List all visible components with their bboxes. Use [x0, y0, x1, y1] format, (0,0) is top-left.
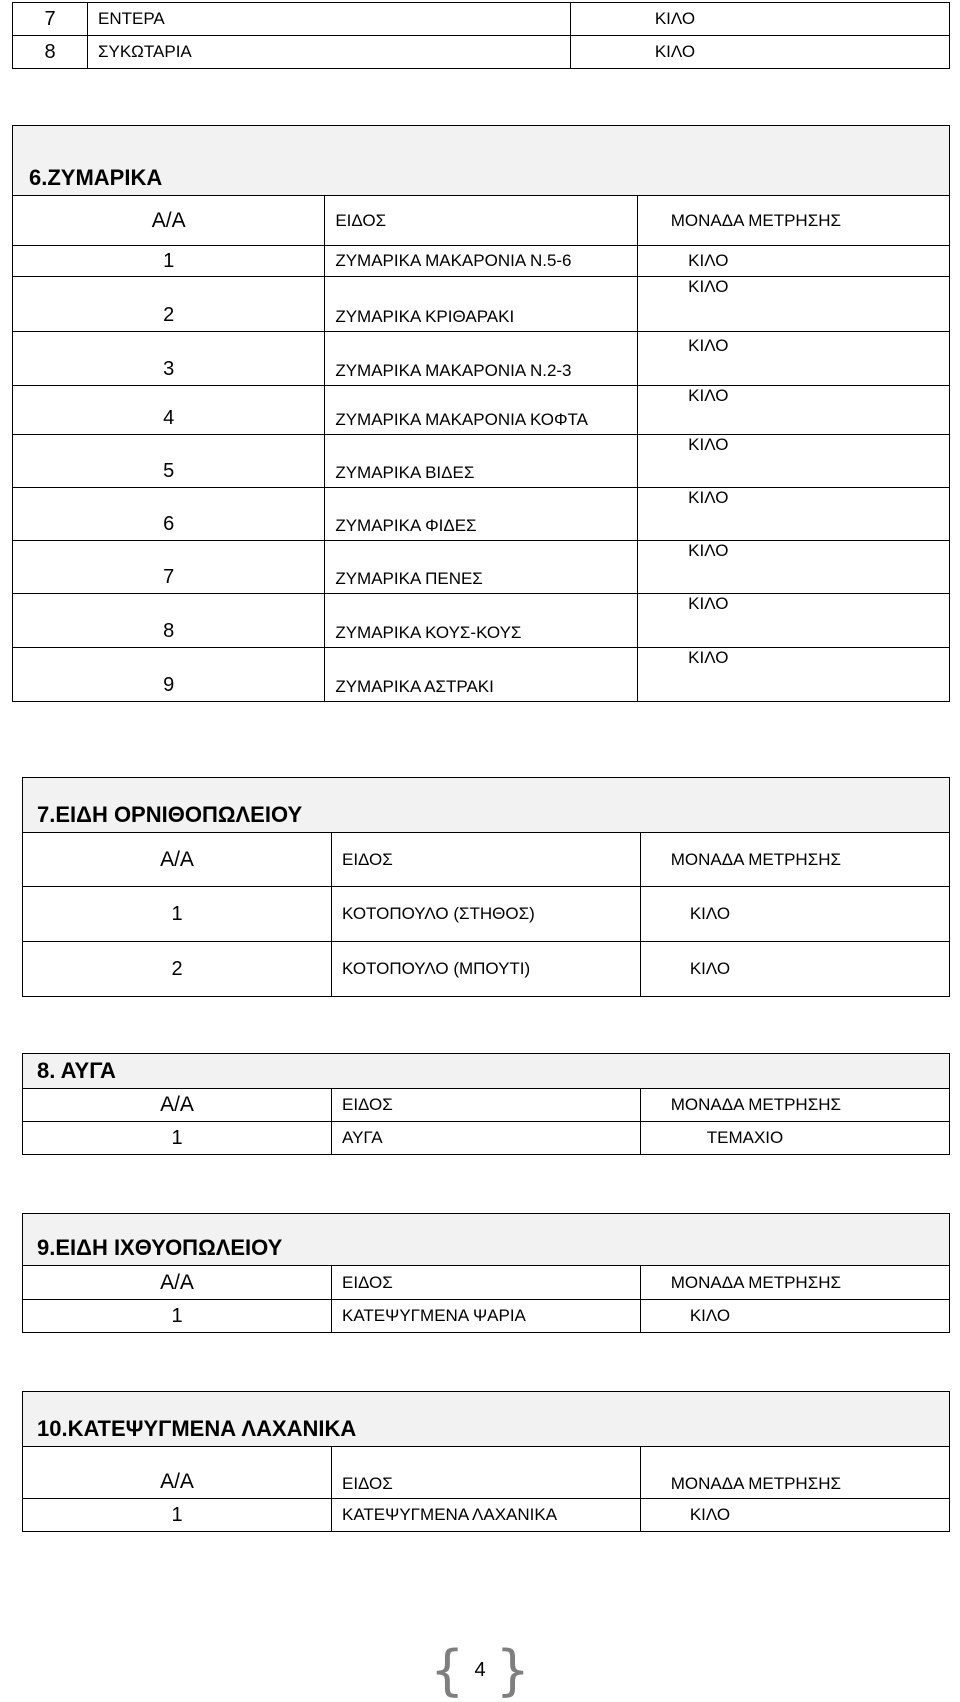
section-title-row — [23, 778, 950, 833]
row-item: ΑΥΓΑ — [332, 1122, 641, 1155]
row-unit: ΚΙΛΟ — [637, 386, 949, 435]
row-number: 1 — [13, 246, 325, 277]
row-number: 2 — [23, 942, 332, 997]
row-item: ΖΥΜΑΡΙΚΑ ΜΑΚΑΡΟΝΙΑ ΚΟΦΤΑ — [325, 386, 637, 435]
table-row — [13, 36, 950, 69]
row-number: 8 — [13, 36, 88, 69]
row-number: 7 — [13, 541, 325, 594]
table-row — [23, 942, 950, 997]
row-number: 6 — [13, 488, 325, 541]
header-num: Α/Α — [23, 1447, 332, 1499]
table-row — [23, 1499, 950, 1532]
row-item: ΖΥΜΑΡΙΚΑ ΚΟΥΣ-ΚΟΥΣ — [325, 594, 637, 648]
row-number: 3 — [13, 332, 325, 386]
row-unit: ΚΙΛΟ — [637, 541, 949, 594]
section-title-row — [13, 126, 950, 196]
section-title: 10.ΚΑΤΕΨΥΓΜΕΝΑ ΛΑΧΑΝΙΚΑ — [23, 1392, 950, 1447]
header-unit: ΜΟΝΑΔΑ ΜΕΤΡΗΣΗΣ — [641, 1447, 950, 1499]
row-item: ΖΥΜΑΡΙΚΑ ΜΑΚΑΡΟΝΙΑ Ν.5-6 — [325, 246, 637, 277]
section-title: 9.ΕΙΔΗ ΙΧΘΥΟΠΩΛΕΙΟΥ — [23, 1214, 950, 1266]
row-item: ΖΥΜΑΡΙΚΑ ΦΙΔΕΣ — [325, 488, 637, 541]
row-item: ΣΥΚΩΤΑΡΙΑ — [88, 36, 571, 69]
row-number: 7 — [13, 3, 88, 36]
table-row — [13, 246, 950, 277]
section-title: 6.ΖΥΜΑΡΙΚΑ — [13, 126, 950, 196]
row-item: ΖΥΜΑΡΙΚΑ ΒΙΔΕΣ — [325, 435, 637, 488]
left-brace-icon: { — [430, 1639, 465, 1702]
header-row — [13, 196, 950, 246]
header-unit: ΜΟΝΑΔΑ ΜΕΤΡΗΣΗΣ — [641, 1266, 950, 1300]
row-item: ΚΑΤΕΨΥΓΜΕΝΑ ΨΑΡΙΑ — [332, 1300, 641, 1333]
header-row — [23, 1266, 950, 1300]
table-row — [13, 488, 950, 541]
row-unit: ΚΙΛΟ — [637, 488, 949, 541]
row-number: 1 — [23, 1122, 332, 1155]
row-number: 1 — [23, 1300, 332, 1333]
row-unit: ΚΙΛΟ — [637, 277, 949, 332]
row-unit: ΚΙΛΟ — [641, 942, 950, 997]
table-row — [13, 277, 950, 332]
table-row — [13, 594, 950, 648]
row-item: ΖΥΜΑΡΙΚΑ ΚΡΙΘΑΡΑΚΙ — [325, 277, 637, 332]
section-title: 8. ΑΥΓΑ — [23, 1054, 950, 1089]
header-row — [23, 1447, 950, 1499]
header-num: Α/Α — [23, 1266, 332, 1300]
row-number: 1 — [23, 1499, 332, 1532]
section-pasta — [12, 125, 950, 702]
row-unit: ΚΙΛΟ — [641, 1300, 950, 1333]
row-unit: ΚΙΛΟ — [571, 36, 950, 69]
table-row — [23, 887, 950, 942]
section-fish — [22, 1213, 950, 1333]
section-title-row — [23, 1054, 950, 1089]
row-number: 4 — [13, 386, 325, 435]
section-frozen-vegetables — [22, 1391, 950, 1532]
table-row — [23, 1300, 950, 1333]
row-number: 9 — [13, 648, 325, 702]
header-num: Α/Α — [23, 1089, 332, 1122]
table-row — [13, 541, 950, 594]
row-unit: ΚΙΛΟ — [637, 594, 949, 648]
row-unit: ΚΙΛΟ — [641, 1499, 950, 1532]
header-item: ΕΙΔΟΣ — [325, 196, 637, 246]
header-num: Α/Α — [13, 196, 325, 246]
row-item: ΚΑΤΕΨΥΓΜΕΝΑ ΛΑΧΑΝΙΚΑ — [332, 1499, 641, 1532]
header-item: ΕΙΔΟΣ — [332, 833, 641, 887]
row-unit: ΚΙΛΟ — [637, 246, 949, 277]
header-unit: ΜΟΝΑΔΑ ΜΕΤΡΗΣΗΣ — [641, 1089, 950, 1122]
header-row — [23, 1089, 950, 1122]
header-item: ΕΙΔΟΣ — [332, 1447, 641, 1499]
section-title-row — [23, 1214, 950, 1266]
row-unit: ΚΙΛΟ — [637, 648, 949, 702]
row-unit: ΤΕΜΑΧΙΟ — [641, 1122, 950, 1155]
table-row — [13, 3, 950, 36]
row-unit: ΚΙΛΟ — [571, 3, 950, 36]
row-item: ΚΟΤΟΠΟΥΛΟ (ΜΠΟΥΤΙ) — [332, 942, 641, 997]
row-number: 2 — [13, 277, 325, 332]
row-number: 1 — [23, 887, 332, 942]
row-number: 8 — [13, 594, 325, 648]
page-number: 4 — [474, 1659, 486, 1681]
header-row — [23, 833, 950, 887]
page-number-footer — [430, 1639, 530, 1702]
continuation-table — [12, 2, 950, 69]
header-unit: ΜΟΝΑΔΑ ΜΕΤΡΗΣΗΣ — [641, 833, 950, 887]
header-num: Α/Α — [23, 833, 332, 887]
row-item: ΖΥΜΑΡΙΚΑ ΜΑΚΑΡΟΝΙΑ Ν.2-3 — [325, 332, 637, 386]
header-item: ΕΙΔΟΣ — [332, 1089, 641, 1122]
row-item: ΖΥΜΑΡΙΚΑ ΠΕΝΕΣ — [325, 541, 637, 594]
table-row — [13, 332, 950, 386]
table-row — [13, 648, 950, 702]
table-row — [13, 386, 950, 435]
row-item: ΚΟΤΟΠΟΥΛΟ (ΣΤΗΘΟΣ) — [332, 887, 641, 942]
row-unit: ΚΙΛΟ — [637, 435, 949, 488]
right-brace-icon: } — [495, 1639, 530, 1702]
section-poultry — [22, 777, 950, 997]
section-title: 7.ΕΙΔΗ ΟΡΝΙΘΟΠΩΛΕΙΟΥ — [23, 778, 950, 833]
row-number: 5 — [13, 435, 325, 488]
table-row — [13, 435, 950, 488]
row-unit: ΚΙΛΟ — [641, 887, 950, 942]
row-unit: ΚΙΛΟ — [637, 332, 949, 386]
section-eggs — [22, 1053, 950, 1155]
table-row — [23, 1122, 950, 1155]
row-item: ΕΝΤΕΡΑ — [88, 3, 571, 36]
row-item: ΖΥΜΑΡΙΚΑ ΑΣΤΡΑΚΙ — [325, 648, 637, 702]
section-title-row — [23, 1392, 950, 1447]
header-unit: ΜΟΝΑΔΑ ΜΕΤΡΗΣΗΣ — [637, 196, 949, 246]
header-item: ΕΙΔΟΣ — [332, 1266, 641, 1300]
